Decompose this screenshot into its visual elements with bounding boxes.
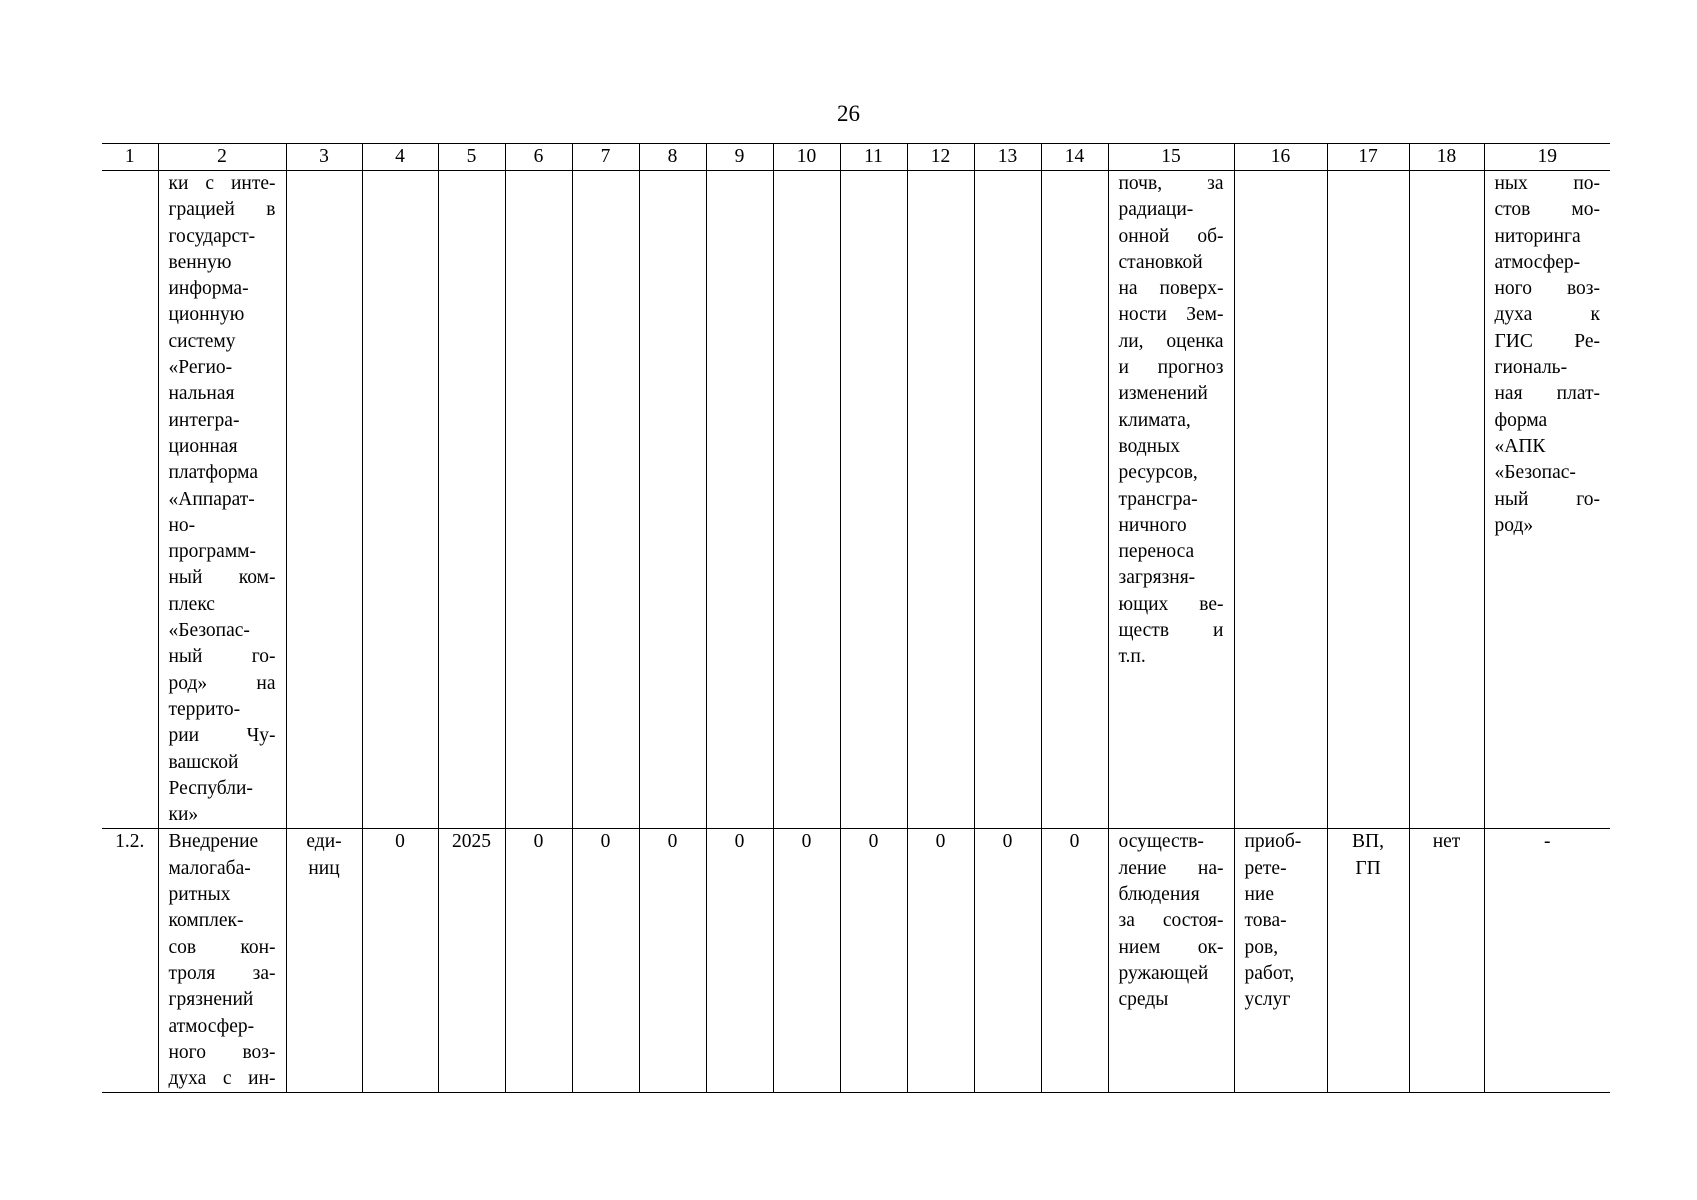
- cell-text-line: ности Зем-: [1118, 304, 1224, 326]
- cell-value: 0: [773, 829, 840, 1093]
- cell-text-line: ритных: [168, 884, 231, 906]
- cell-text-line: венную: [168, 251, 232, 273]
- cell-text-line: «Аппарат-: [168, 488, 255, 510]
- column-header-9: 9: [706, 144, 773, 171]
- cell-text-line: род» на: [168, 672, 276, 694]
- cell-text-line: Внедрение: [168, 831, 259, 853]
- cell-value: 0: [840, 829, 907, 1093]
- cell-event-type: [1234, 829, 1327, 1093]
- cell-empty: [907, 171, 974, 829]
- cell-text-line: ного воз-: [168, 1041, 276, 1063]
- cell-row-number: [102, 171, 158, 829]
- cell-text-line: ничного: [1118, 514, 1187, 536]
- cell-text-line: за состоя-: [1118, 910, 1224, 932]
- cell-text-line: форма: [1494, 409, 1548, 431]
- cell-event-name: [158, 829, 286, 1093]
- cell-text-line: сов кон-: [168, 936, 276, 958]
- cell-text-line: становкой: [1118, 251, 1203, 273]
- cell-text-line: загрязня-: [1118, 567, 1196, 589]
- cell-text-line: вашской: [168, 751, 239, 773]
- cell-row-number: 1.2.: [102, 829, 158, 1093]
- cell-text-line: приоб-: [1244, 831, 1302, 853]
- cell-empty: [639, 171, 706, 829]
- cell-text-line: гиональ-: [1494, 357, 1568, 379]
- column-header-8: 8: [639, 144, 706, 171]
- cell-text-line: еди-: [306, 831, 342, 853]
- cell-text-line: ление на-: [1118, 857, 1224, 879]
- cell-text-line: трансгра-: [1118, 488, 1198, 510]
- cell-empty: [505, 171, 572, 829]
- cell-value: 0: [1041, 829, 1108, 1093]
- cell-text-line: ный го-: [168, 646, 276, 668]
- column-header-5: 5: [438, 144, 505, 171]
- cell-text-line: плекс: [168, 593, 215, 615]
- cell-text-line: радиаци-: [1118, 199, 1194, 221]
- cell-text-line: т.п.: [1118, 646, 1146, 668]
- cell-value: 0: [907, 829, 974, 1093]
- cell-text-line: нием ок-: [1118, 936, 1224, 958]
- cell-text-line: грацией в: [168, 199, 276, 221]
- cell-text-line: «АПК: [1494, 435, 1546, 457]
- cell-text-line: ный го-: [1494, 488, 1600, 510]
- cell-text-line: ный ком-: [168, 567, 276, 589]
- cell-text-line: и прогноз: [1118, 357, 1224, 379]
- cell-text-line: това-: [1244, 910, 1287, 932]
- column-header-7: 7: [572, 144, 639, 171]
- cell-connection-description: -: [1484, 829, 1610, 1093]
- cell-text-line: ров,: [1244, 936, 1279, 958]
- cell-text-line: малогаба-: [168, 857, 251, 879]
- cell-text-line: рете-: [1244, 857, 1287, 879]
- cell-text-line: стов мо-: [1494, 199, 1600, 221]
- cell-text-line: «Безопас-: [1494, 462, 1576, 484]
- cell-text-line: духа к: [1494, 304, 1600, 326]
- cell-text-line: систему: [168, 330, 236, 352]
- cell-text-line: блюдения: [1118, 884, 1200, 906]
- cell-text-line: ли, оценка: [1118, 330, 1224, 352]
- cell-text-line: среды: [1118, 989, 1169, 1011]
- cell-empty: [286, 171, 362, 829]
- cell-text-line: работ,: [1244, 962, 1295, 984]
- column-header-17: 17: [1327, 144, 1409, 171]
- cell-text-line: ружающей: [1118, 962, 1209, 984]
- cell-empty: [362, 171, 438, 829]
- cell-text-line: на поверх-: [1118, 278, 1224, 300]
- cell-text-line: террито-: [168, 698, 241, 720]
- cell-result-description: [1108, 171, 1234, 829]
- cell-text-line: информа-: [168, 278, 249, 300]
- cell-text-line: ки с инте-: [168, 173, 276, 194]
- cell-text-line: комплек-: [168, 910, 244, 932]
- cell-empty: [974, 171, 1041, 829]
- cell-value: 0: [505, 829, 572, 1093]
- cell-text-line: водных: [1118, 435, 1180, 457]
- cell-base-year: 2025: [438, 829, 505, 1093]
- cell-text-line: атмосфер-: [168, 1015, 255, 1037]
- column-header-11: 11: [840, 144, 907, 171]
- cell-text-line: государст-: [168, 225, 256, 247]
- cell-text-line: нальная: [168, 383, 235, 405]
- cell-text-line: ная плат-: [1494, 383, 1600, 405]
- column-header-1: 1: [102, 144, 158, 171]
- cell-connection-description: [1484, 171, 1610, 829]
- cell-text-line: «Безопас-: [168, 620, 250, 642]
- cell-text-line: ющих ве-: [1118, 593, 1224, 615]
- cell-value: 0: [639, 829, 706, 1093]
- cell-text-line: ВП,: [1352, 831, 1384, 853]
- cell-text-line: ресурсов,: [1118, 462, 1198, 484]
- cell-text-line: ционную: [168, 304, 245, 326]
- column-number-row: [102, 144, 1610, 171]
- cell-empty: [1327, 171, 1409, 829]
- cell-empty: [773, 171, 840, 829]
- column-header-2: 2: [158, 144, 286, 171]
- table-row: [102, 829, 1610, 1093]
- column-header-4: 4: [362, 144, 438, 171]
- cell-value: 0: [706, 829, 773, 1093]
- cell-text-line: ных по-: [1494, 173, 1600, 194]
- cell-empty: [840, 171, 907, 829]
- cell-text-line: ниц: [308, 857, 340, 879]
- cell-text-line: ществ и: [1118, 620, 1224, 642]
- cell-text-line: переноса: [1118, 541, 1195, 563]
- cell-empty: [572, 171, 639, 829]
- cell-value: 0: [974, 829, 1041, 1093]
- column-header-18: 18: [1409, 144, 1484, 171]
- column-header-13: 13: [974, 144, 1041, 171]
- column-header-3: 3: [286, 144, 362, 171]
- cell-text-line: услуг: [1244, 989, 1291, 1011]
- cell-text-line: Республи-: [168, 777, 253, 799]
- cell-text-line: осуществ-: [1118, 831, 1204, 853]
- cell-empty: [706, 171, 773, 829]
- column-header-6: 6: [505, 144, 572, 171]
- cell-event-name: [158, 171, 286, 829]
- cell-text-line: грязнений: [168, 989, 254, 1011]
- cell-text-line: ГИС Ре-: [1494, 330, 1600, 352]
- cell-text-line: климата,: [1118, 409, 1191, 431]
- column-header-10: 10: [773, 144, 840, 171]
- cell-text-line: троля за-: [168, 962, 276, 984]
- cell-responsible: [1327, 829, 1409, 1093]
- cell-result-description: [1108, 829, 1234, 1093]
- cell-text-line: духа с ин-: [168, 1068, 276, 1090]
- cell-empty: [438, 171, 505, 829]
- cell-base-value: 0: [362, 829, 438, 1093]
- page-number: 26: [837, 101, 860, 126]
- cell-text-line: ки»: [168, 804, 199, 826]
- column-header-16: 16: [1234, 144, 1327, 171]
- cell-text-line: род»: [1494, 514, 1534, 536]
- cell-empty: [1409, 171, 1484, 829]
- cell-text-line: интегра-: [168, 409, 240, 431]
- cell-text-line: атмосфер-: [1494, 251, 1581, 273]
- cell-text-line: рии Чу-: [168, 725, 276, 747]
- cell-text-line: ционная: [168, 435, 238, 457]
- cell-text-line: ГП: [1355, 857, 1381, 879]
- cell-attribute: нет: [1409, 829, 1484, 1093]
- table-row: [102, 171, 1610, 829]
- cell-empty: [1041, 171, 1108, 829]
- cell-text-line: онной об-: [1118, 225, 1224, 247]
- program-table: [102, 143, 1610, 1093]
- cell-text-line: почв, за: [1118, 173, 1224, 194]
- cell-empty: [1234, 171, 1327, 829]
- cell-text-line: ние: [1244, 884, 1275, 906]
- column-header-15: 15: [1108, 144, 1234, 171]
- column-header-19: 19: [1484, 144, 1610, 171]
- cell-text-line: изменений: [1118, 383, 1208, 405]
- cell-text-line: ного воз-: [1494, 278, 1600, 300]
- cell-text-line: программ-: [168, 541, 257, 563]
- cell-text-line: «Регио-: [168, 357, 233, 379]
- column-header-12: 12: [907, 144, 974, 171]
- column-header-14: 14: [1041, 144, 1108, 171]
- cell-text-line: платформа: [168, 462, 259, 484]
- cell-text-line: ниторинга: [1494, 225, 1581, 247]
- cell-text-line: но-: [168, 514, 196, 536]
- cell-value: 0: [572, 829, 639, 1093]
- cell-unit: [286, 829, 362, 1093]
